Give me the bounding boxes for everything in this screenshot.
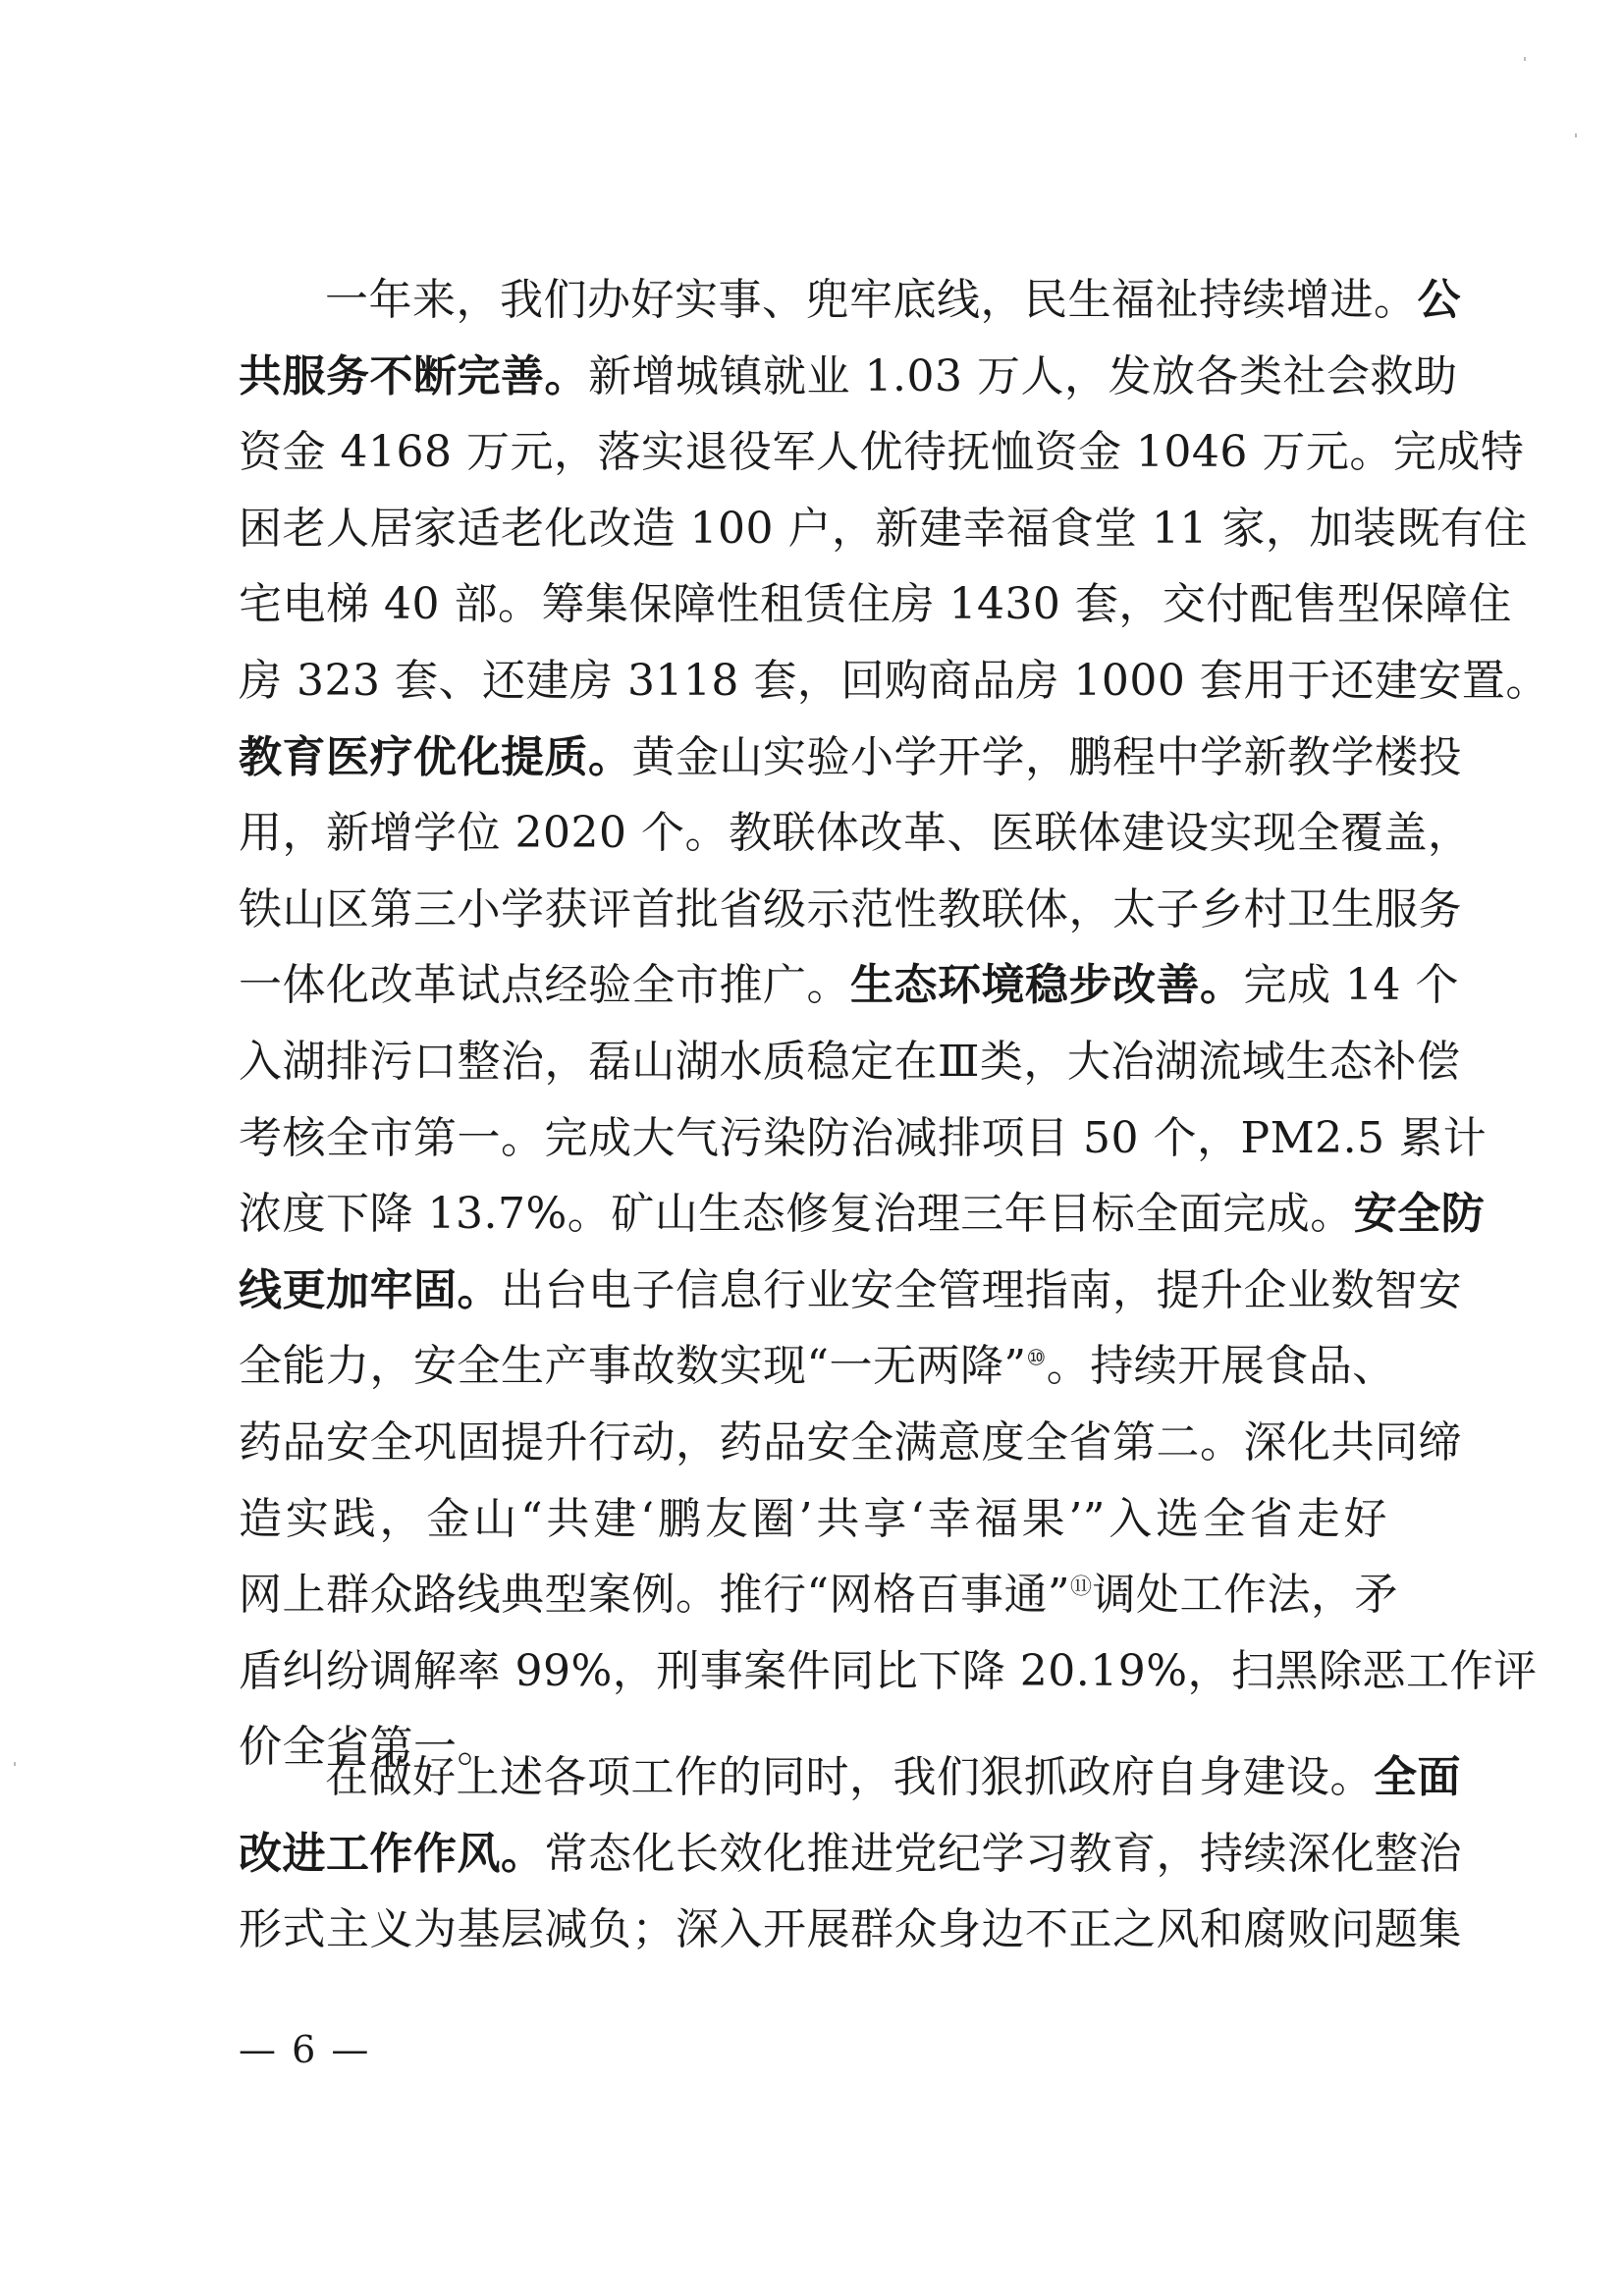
text-line: [239, 1557, 1399, 1633]
bold-heading-span: 改进工作作风。: [239, 1828, 545, 1879]
paragraph-livelihood: [239, 262, 1549, 1786]
text-span: 盾纠纷调解率 99%，刑事案件同比下降 20.19%，扫黑除恶工作评: [239, 1645, 1538, 1696]
text-span: 一体化改革试点经验全市推广。: [239, 960, 850, 1011]
scan-speck: [1575, 133, 1577, 137]
page-number: — 6 —: [239, 2028, 371, 2071]
text-span: 在做好上述各项工作的同时，我们狠抓政府自身建设。: [325, 1752, 1374, 1802]
bold-heading-span: 共服务不断完善。: [239, 350, 588, 401]
text-line: [239, 947, 1459, 1024]
text-line: [239, 1024, 1461, 1100]
paragraph-government-building: [239, 1739, 1462, 1968]
text-span: 用，新增学位 2020 个。教联体改革、医联体建设实现全覆盖，: [239, 808, 1472, 859]
text-line: [239, 720, 1462, 796]
text-span: 调处工作法，矛: [1092, 1570, 1399, 1621]
text-line: [239, 1328, 1396, 1405]
bold-heading-span: 公: [1417, 275, 1461, 325]
text-span: 常态化长效化推进党纪学习教育，持续深化整治: [544, 1828, 1462, 1879]
text-span: 出台电子信息行业安全管理指南，提升企业数智安: [501, 1264, 1462, 1315]
text-span: 新增城镇就业 1.03 万人，发放各类社会救助: [588, 350, 1458, 401]
text-span: 一年来，我们办好实事、兜牢底线，民生福祉持续增进。: [325, 275, 1418, 325]
text-line: [239, 1739, 1461, 1816]
text-span: 。持续开展食品、: [1046, 1341, 1396, 1392]
text-line: [239, 1100, 1488, 1177]
bold-heading-span: 安全防: [1353, 1189, 1486, 1240]
text-line: [239, 339, 1458, 415]
text-span: 网上群众路线典型案例。推行“网格百事通”: [239, 1570, 1070, 1621]
text-span: 完成 14 个: [1243, 960, 1459, 1011]
text-line: [239, 1253, 1462, 1329]
text-line: [239, 1633, 1538, 1710]
text-span: 价全省第一。: [239, 1722, 501, 1773]
bold-heading-span: 全面: [1374, 1752, 1461, 1802]
text-span: 药品安全巩固提升行动，药品安全满意度全省第二。深化共同缔: [239, 1416, 1462, 1468]
text-line: [239, 795, 1472, 872]
bold-heading-span: 教育医疗优化提质。: [239, 731, 632, 782]
text-line: [239, 1481, 1387, 1558]
text-span: 考核全市第一。完成大气污染防治减排项目 50 个，PM2.5 累计: [239, 1112, 1488, 1163]
text-line: [239, 643, 1549, 720]
text-span: 宅电梯 40 部。筹集保障性租赁住房 1430 套，交付配售型保障住: [239, 579, 1512, 630]
bold-heading-span: 生态环境稳步改善。: [850, 960, 1244, 1011]
text-line: [239, 262, 1461, 339]
text-span: 入湖排污口整治，磊山湖水质稳定在Ⅲ类，大冶湖流域生态补偿: [239, 1036, 1461, 1087]
text-span: 困老人居家适老化改造 100 户，新建幸福食堂 11 家，加装既有住: [239, 503, 1528, 554]
text-line: [239, 1176, 1486, 1253]
text-line: [239, 566, 1512, 643]
text-line: [239, 1892, 1462, 1968]
text-span: 黄金山实验小学开学，鹏程中学新教学楼投: [631, 731, 1462, 782]
text-span: 浓度下降 13.7%。矿山生态修复治理三年目标全面完成。: [239, 1189, 1354, 1240]
text-line: [239, 414, 1525, 491]
scan-speck: [1524, 57, 1526, 61]
footnote-marker: ⑪: [1070, 1575, 1093, 1600]
footnote-marker: ⑩: [1026, 1346, 1047, 1371]
text-span: 全能力，安全生产事故数实现“一无两降”: [239, 1341, 1027, 1392]
text-line: [239, 1816, 1462, 1893]
text-line: [239, 872, 1462, 948]
bold-heading-span: 线更加牢固。: [239, 1264, 501, 1315]
scan-speck: [14, 1762, 16, 1766]
text-span: 房 323 套、还建房 3118 套，回购商品房 1000 套用于还建安置。: [239, 655, 1549, 706]
text-span: 形式主义为基层减负；深入开展群众身边不正之风和腐败问题集: [239, 1904, 1462, 1955]
text-span: 铁山区第三小学获评首批省级示范性教联体，太子乡村卫生服务: [239, 883, 1462, 934]
text-span: 资金 4168 万元，落实退役军人优待抚恤资金 1046 万元。完成特: [239, 427, 1525, 478]
text-line: [239, 491, 1528, 567]
text-span: 造实践，金山“共建‘鹏友圈’共享‘幸福果’”入选全省走好: [239, 1493, 1387, 1544]
text-line: [239, 1405, 1462, 1481]
